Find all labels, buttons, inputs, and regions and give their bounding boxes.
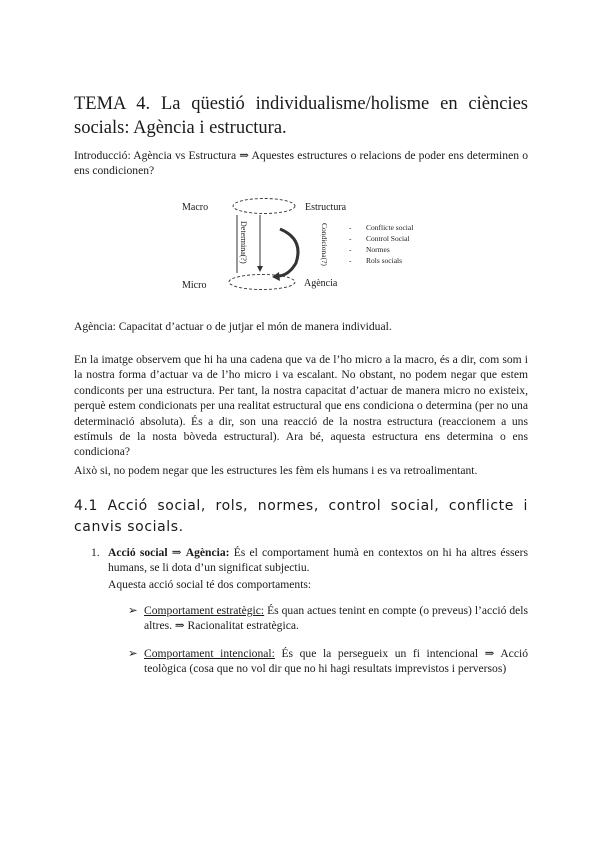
implies-arrow-icon: ⇒ [171, 546, 182, 559]
bullet-arrow-icon: ➢ [128, 604, 138, 617]
bullet-label: Comportament estratègic: [144, 604, 265, 617]
diagram-list-item: Rols socials [366, 256, 403, 265]
diagram-agencia-label: Agència [304, 278, 338, 289]
diagram-condiciona-label: Condiciona(?) [320, 223, 329, 266]
bullet-label: Comportament intencional: [144, 647, 275, 660]
diagram-estructura-label: Estructura [305, 202, 347, 213]
diagram-macro-label: Macro [182, 202, 209, 213]
document-title: TEMA 4. La qüestió individualisme/holisme en ciències socials: Agència i estructura. [74, 94, 528, 138]
intro-paragraph: Introducció: Agència vs Estructura ⇒ Aquestes estructures o relacions de poder ens determinen o ens condicionen? [74, 149, 528, 178]
list-item [91, 545, 528, 576]
macro-ellipse [233, 199, 295, 214]
list-term-2: Agència: [185, 546, 230, 559]
down-arrow-icon [257, 266, 263, 272]
diagram-determina-label: Determina(?) [239, 221, 248, 264]
body-paragraph: En la imatge observem que hi ha una cadena que va de l’ho micro a la macro, és a dir, com som i la nostra forma d’actuar va de l’ho micro i va escalant. No obstant, no podem negar que estem condiconts per una estructura. Per tant, la nostra capacitat d’actuar de manera micro no existeix, perquè estem condicionats per una realitat estructural que ens condiciona o determina (per no una determinació absoluta). És a dir, son una reacció de la nostra estructura (reaccionem a uns estímuls de la nosta bòveda estructural). Ara bé, aquesta estructura ens determina o ens condiciona? [74, 353, 528, 459]
sub-intro: Aquesta acció social té dos comportaments: [108, 578, 312, 591]
bullet-text: És que la persegueix un fi intencional ⇒ Acció teològica (cosa que no vol dir que no hi hagi resultats imprevistos i perversos) [144, 647, 528, 676]
diagram-list-dash: - [349, 234, 352, 243]
list-text: És el comportament humà en contextos on hi ha altres éssers humans, se li dota d’un significat subjectiu. [108, 546, 529, 575]
diagram-list-item: Control Social [366, 234, 410, 243]
list-number: 1. [91, 546, 100, 559]
bullet-arrow-icon: ➢ [128, 647, 138, 660]
diagram-list-dash: - [349, 223, 352, 232]
bullet-item [128, 603, 528, 634]
micro-ellipse [229, 275, 295, 290]
list-term: Acció social [108, 546, 168, 559]
body-paragraph-last: Això si, no podem negar que les estructures les fèm els humans i es va retroalimentant. [74, 464, 478, 477]
diagram-list-item: Conflicte social [366, 223, 414, 232]
left-arrow-icon [272, 272, 280, 281]
agencia-definition: Agència: Capacitat d’actuar o de jutjar el món de manera individual. [74, 320, 392, 333]
bullet-text: És quan actues tenint en compte (o preveus) l’acció dels altres. ⇒ Racionalitat estratègica. [144, 604, 528, 633]
section-heading: 4.1 Acció social, rols, normes, control social, conflicte i canvis socials. [74, 498, 528, 535]
condiciona-curve [279, 229, 298, 276]
agency-structure-diagram [176, 193, 438, 293]
diagram-list-dash: - [349, 245, 352, 254]
bullet-item [128, 646, 528, 677]
diagram-list-dash: - [349, 256, 352, 265]
diagram-micro-label: Micro [182, 280, 207, 291]
diagram-list-item: Normes [366, 245, 390, 254]
